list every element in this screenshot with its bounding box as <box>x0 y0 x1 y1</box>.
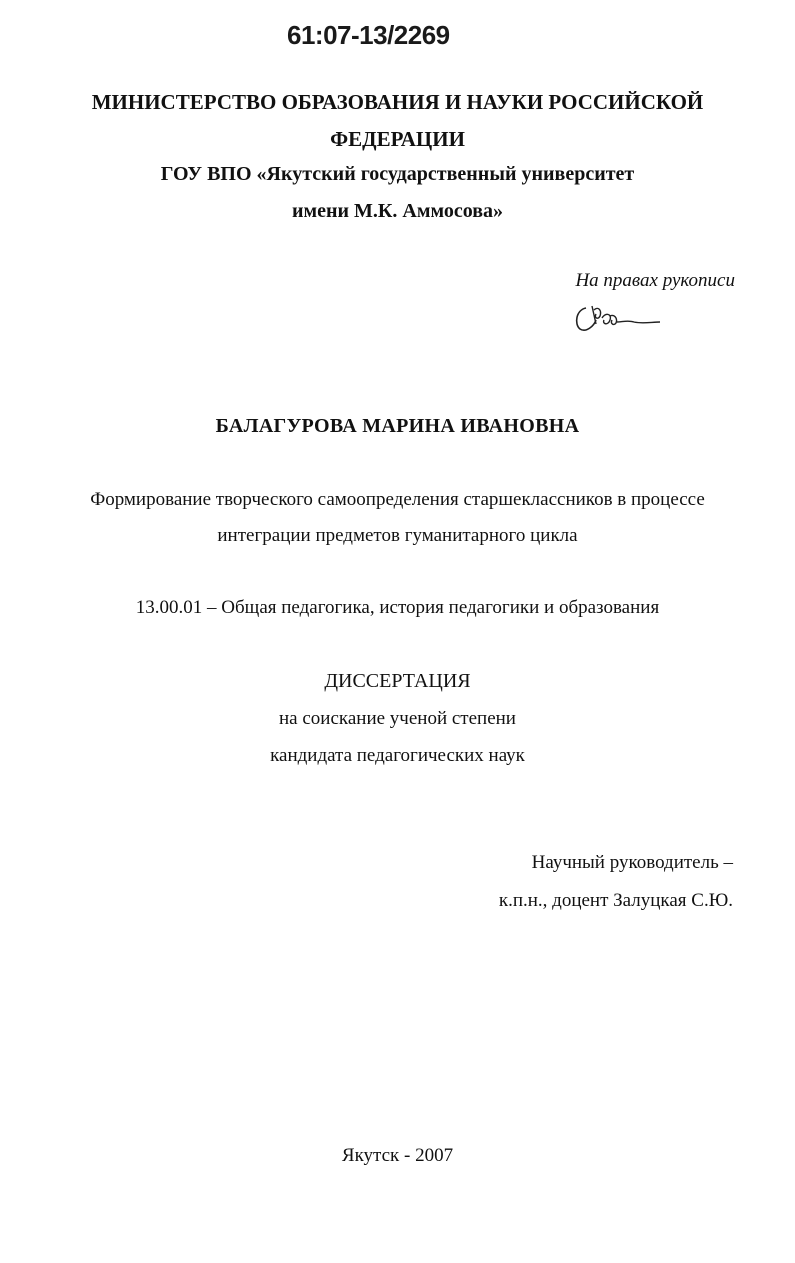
ministry-line-1: МИНИСТЕРСТВО ОБРАЗОВАНИЯ И НАУКИ РОССИЙСКОЙ <box>91 90 704 114</box>
university-line-1: ГОУ ВПО «Якутский государственный университет <box>160 163 635 185</box>
dissertation-title-line-2: интеграции предметов гуманитарного цикла <box>217 525 578 546</box>
supervisor-label: Научный руководитель – <box>531 852 733 873</box>
degree-line-1: на соискание ученой степени <box>279 708 516 729</box>
archive-stamp-number: 61:07-13/2269 <box>287 20 450 50</box>
rights-note: На правах рукописи <box>575 270 735 291</box>
author-name: БАЛАГУРОВА МАРИНА ИВАНОВНА <box>215 415 580 437</box>
signature-image <box>572 296 672 336</box>
supervisor-name: к.п.н., доцент Залуцкая С.Ю. <box>498 890 733 911</box>
ministry-line-2: ФЕДЕРАЦИИ <box>330 127 465 151</box>
university-line-2: имени М.К. Аммосова» <box>291 200 504 222</box>
city-year: Якутск - 2007 <box>341 1145 454 1166</box>
degree-line-2: кандидата педагогических наук <box>270 745 525 766</box>
dissertation-label: ДИССЕРТАЦИЯ <box>324 670 471 692</box>
specialty-code: 13.00.01 – Общая педагогика, история педагогики и образования <box>135 597 660 618</box>
dissertation-title-line-1: Формирование творческого самоопределения старшеклассников в процессе <box>90 489 705 510</box>
